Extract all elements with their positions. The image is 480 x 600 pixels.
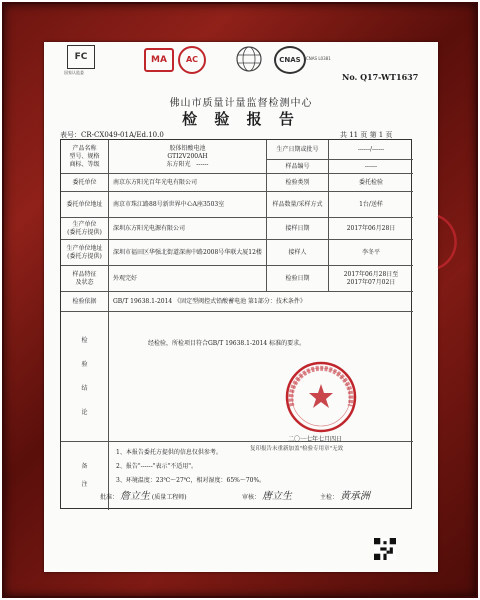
remark-1: 1、本报告委托方提供的信息仅供参考。	[116, 449, 222, 456]
ma-logo: MA	[144, 48, 174, 72]
tester-signature: 黄承洲	[339, 491, 370, 502]
official-seal-icon	[284, 360, 358, 434]
report-title: 检 验 报 告	[182, 110, 300, 128]
trademark-line: 东方阳光 ------	[166, 160, 209, 168]
mfr-addr: 深圳市福田区华强北街道深南中路2008号华联大厦12楼	[109, 240, 267, 266]
page-info: 共 11 页 第 1 页	[340, 131, 393, 139]
product-labels	[61, 140, 109, 174]
conclusion-area	[109, 312, 413, 442]
sample-qty: 1台/送样	[329, 192, 413, 218]
tester: 主检： 黄承洲	[320, 491, 370, 502]
sample-no-label: 样品编号	[267, 160, 329, 174]
client-addr-label: 委托单位地址	[61, 192, 109, 218]
product-name: 胶体铅酸电池	[169, 144, 206, 152]
model-label: 型号、规格	[69, 152, 100, 160]
manufacturer: 深圳东方阳光电源有限公司	[109, 218, 267, 240]
edge-seal-icon	[430, 212, 470, 272]
approver-signature: 詹立生	[119, 491, 150, 502]
globe-logo-icon	[236, 46, 262, 72]
basis-label: 检验依据	[61, 292, 109, 312]
receiver: 李冬平	[329, 240, 413, 266]
institution-name: 佛山市质量计量监督检测中心	[169, 98, 313, 109]
manufacturer-label: 生产单位 (委托方提供)	[61, 218, 109, 240]
report-table	[60, 139, 412, 509]
conclusion-text: 经检验，所检项目符合GB/T 19638.1-2014 标准的要求。	[148, 340, 306, 347]
cal-logo: AC	[178, 46, 206, 74]
conclusion-label: 检 验 结 论	[61, 312, 109, 442]
sample-qty-label: 样品数量/采样方式	[267, 192, 329, 218]
certification-logo-caption: 国家认监委	[64, 70, 84, 75]
certification-logo: FC	[67, 45, 95, 69]
product-name-label: 产品名称	[72, 144, 97, 152]
qr-code-icon	[374, 538, 396, 560]
cnas-logo: CNAS	[274, 46, 306, 74]
remark-2: 2、报告"------"表示"不适用"。	[116, 463, 198, 470]
report-document	[44, 42, 438, 572]
client-addr: 南京市珠江路88号新世界中心A座3503室	[109, 192, 267, 218]
test-date-label: 检验日期	[267, 266, 329, 292]
form-number: 表号：CR-CX049-01A/Ed.10.0	[60, 131, 164, 139]
approver: 批准： 詹立生 (质量工程师)	[100, 491, 187, 502]
sample-char-label: 样品特征 及状态	[61, 266, 109, 292]
cnas-logo-caption: CNAS L0381	[306, 56, 331, 61]
inspection-type: 委托检验	[329, 174, 413, 192]
model-value: GTI2V200AH	[167, 152, 208, 160]
remarks-label: 备 注	[61, 442, 109, 510]
inspection-type-label: 检验类别	[267, 174, 329, 192]
basis: GB/T 19638.1-2014 《固定型阀控式铅酸蓄电池 第1部分：技术条件》	[109, 292, 413, 312]
issue-date: 二〇一七年七月四日	[288, 436, 343, 443]
receiver-label: 接样人	[267, 240, 329, 266]
serial-number: No. Q17-WT1637	[342, 72, 419, 82]
sample-no: ------	[329, 160, 413, 174]
client-value: 南京东方阳光百年光电有限公司	[109, 174, 267, 192]
prod-date-label: 生产日期或批号	[267, 140, 329, 160]
auditor-signature: 唐立生	[261, 491, 292, 502]
test-date: 2017年06月28日至 2017年07月02日	[329, 266, 413, 292]
issue-note: 复印报告未重新加盖"检验专用章"无效	[250, 446, 344, 452]
receive-date: 2017年06月28日	[329, 218, 413, 240]
auditor: 审核： 唐立生	[242, 491, 292, 502]
mfr-addr-label: 生产单位地址 (委托方提供)	[61, 240, 109, 266]
trademark-label: 商标、等级	[69, 160, 100, 168]
prod-date: ------/------	[329, 140, 413, 160]
receive-date-label: 接样日期	[267, 218, 329, 240]
product-values	[109, 140, 267, 174]
client-label: 委托单位	[61, 174, 109, 192]
sample-char: 外观完好	[109, 266, 267, 292]
remark-3: 3、环境温度：23℃～27℃，相对湿度：65%～70%。	[116, 477, 266, 484]
